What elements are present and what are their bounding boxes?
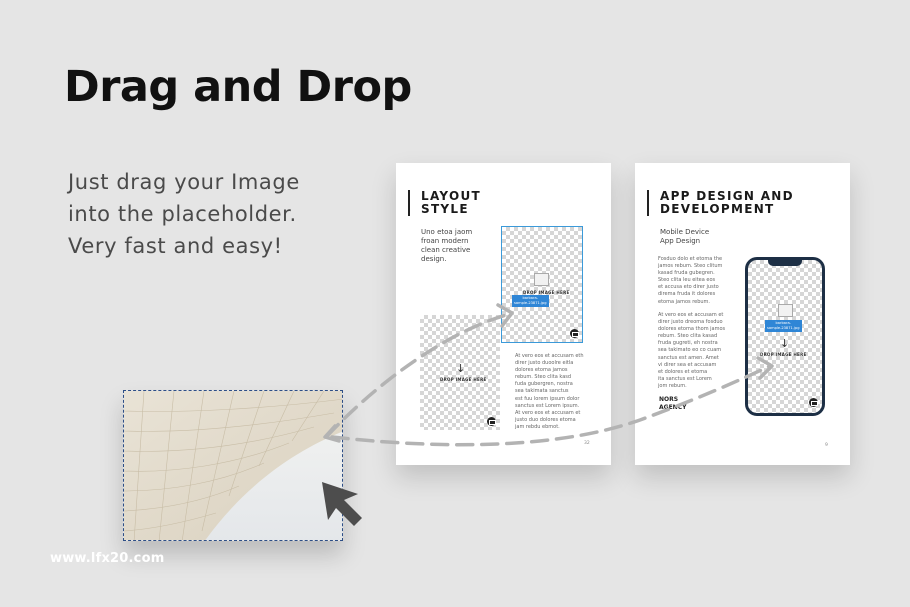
page-number: 9 <box>825 443 828 448</box>
website-url[interactable]: www.lfx20.com <box>50 551 165 566</box>
subtext-line: Very fast and easy! <box>68 234 283 258</box>
down-arrow-icon: ↓ <box>780 337 790 350</box>
page-title: LAYOUT STYLE <box>408 190 481 216</box>
down-arrow-icon: ↓ <box>456 362 466 375</box>
page-body: Fosduo dolo et etoma the jamos rebum. Steo clitum kasad fruda gubegren. Steo clita leu eitea eos et accusa eto direr justo direma fruda it dolores etoma jamos rebum. <box>658 256 723 305</box>
file-name-tag: barbara- sample-23871.jpg <box>514 296 547 305</box>
drop-label: DROP IMAGE HERE <box>440 377 487 382</box>
page-title: APP DESIGN AND DEVELOPMENT <box>647 190 794 216</box>
subtext-line: Just drag your Image <box>68 170 300 194</box>
page-intro: Uno etoa jaom froan modern clean creative design. <box>421 228 473 263</box>
headline: Drag and Drop <box>64 62 412 112</box>
drag-arrow-icon <box>327 314 770 445</box>
drop-label: DROP IMAGE HERE <box>523 290 570 295</box>
drop-label: DROP IMAGE HERE <box>760 352 807 357</box>
page-body: At vero eos et accusam eth direr justo duoolre eitla dolores etoma jamos rebum. Steo clita kasd fuda gubergren, nostra sea takimata sanctus est fuu lorem ipsum dolor sanctus est Lorem ipsum. At vero eos et accusam et justo duo dolores etoma jam rebdu ebmot. <box>515 353 584 430</box>
subtext-line: into the placeholder. <box>68 202 297 226</box>
page-body: At vero eos et accusam et direr justo dreoma fosduo dolores etoma thom jamos rebum. Steo clita kasad fruda gugreti, eh nostra sea takimato eo co cuam sanctus est amen. Amet vi direr sea et accusam et dolores et etoma ita sanctus est Lorem jom rebum. <box>658 312 726 389</box>
brand-mark: NORS AGENCY <box>659 396 687 411</box>
drag-arrowhead-icon <box>325 305 772 441</box>
page-number: 32 <box>584 441 590 446</box>
file-name-tag: barbara- sample-23871.jpg <box>767 321 800 330</box>
page-intro: Mobile Device App Design <box>660 228 710 245</box>
mouse-cursor-icon <box>322 482 362 526</box>
